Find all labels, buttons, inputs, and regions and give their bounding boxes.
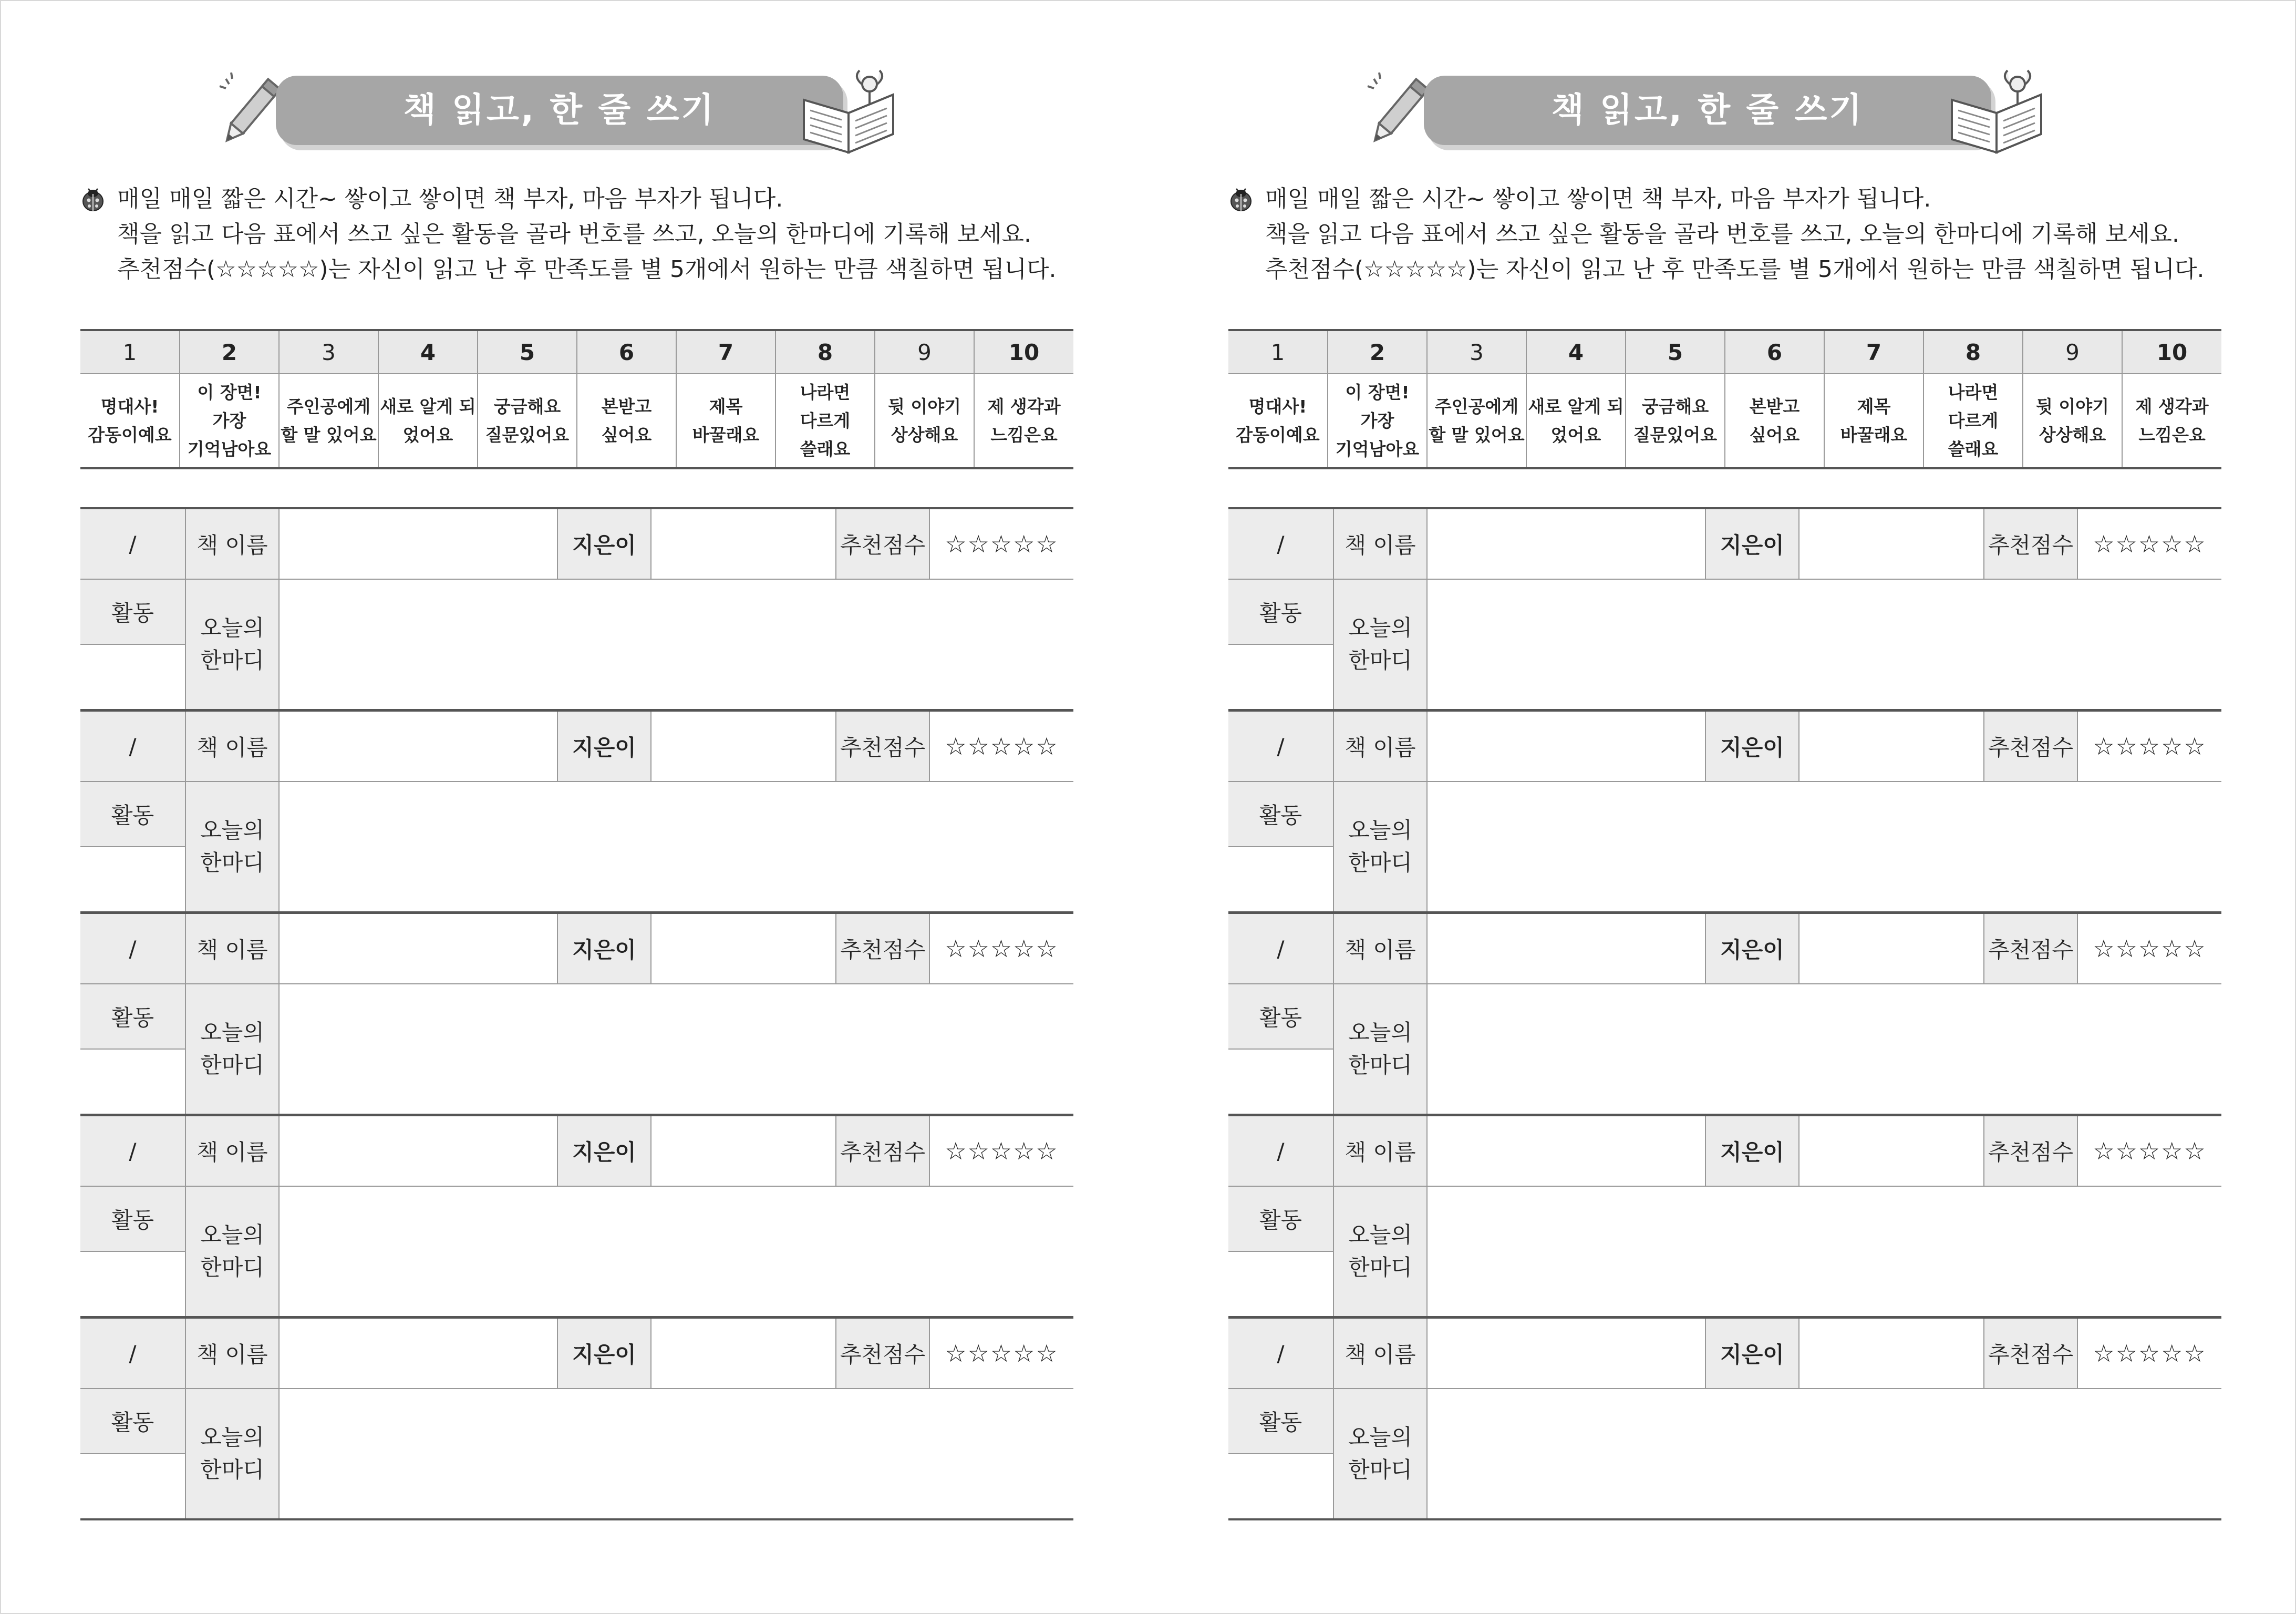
book-title-field[interactable] [279, 913, 557, 984]
activity-label: 활동 [80, 579, 185, 644]
activity-number-field[interactable] [1228, 1251, 1333, 1317]
comment-label: 오늘의 한마디 [1333, 1389, 1427, 1519]
reading-record [80, 1114, 1073, 1318]
author-field[interactable] [651, 508, 836, 579]
author-field[interactable] [651, 1318, 836, 1389]
comment-label: 오늘의 한마디 [1333, 984, 1427, 1115]
activity-label: 활동 [80, 1389, 185, 1454]
comment-field[interactable] [1427, 1186, 2221, 1317]
activity-number: 2 [1328, 330, 1427, 374]
author-field[interactable] [1799, 508, 1984, 579]
activity-number-field[interactable] [1228, 847, 1333, 912]
activity-label: 제목 바꿀래요 [1824, 374, 1923, 468]
author-label: 지은이 [557, 508, 651, 579]
activity-label: 주인공에게 할 말 있어요 [279, 374, 378, 468]
activity-label: 본받고 싶어요 [577, 374, 676, 468]
book-title-label: 책 이름 [1333, 913, 1427, 984]
activity-label: 뒷 이야기 상상해요 [2023, 374, 2122, 468]
activity-number: 8 [1923, 330, 2023, 374]
score-label: 추천점수 [1984, 1318, 2077, 1389]
activity-label: 활동 [1228, 1389, 1333, 1454]
book-title-field[interactable] [279, 1115, 557, 1186]
activity-number: 7 [1824, 330, 1923, 374]
score-label: 추천점수 [1984, 711, 2077, 782]
date-field[interactable]: / [1228, 1318, 1333, 1389]
author-field[interactable] [1799, 1318, 1984, 1389]
comment-label: 오늘의 한마디 [185, 984, 279, 1115]
page-right [1148, 0, 2296, 1614]
activity-label: 명대사! 감동이예요 [80, 374, 180, 468]
reading-record [80, 507, 1073, 711]
author-label: 지은이 [1705, 913, 1799, 984]
star-rating[interactable]: ☆☆☆☆☆ [2077, 508, 2221, 579]
reading-record [1228, 710, 2221, 913]
activity-label: 궁금해요 질문있어요 [1626, 374, 1725, 468]
star-rating[interactable]: ☆☆☆☆☆ [929, 1115, 1073, 1186]
author-field[interactable] [1799, 913, 1984, 984]
comment-field[interactable] [279, 1389, 1073, 1519]
instructions [1227, 181, 2205, 287]
activity-number: 10 [2122, 330, 2221, 374]
author-label: 지은이 [557, 913, 651, 984]
book-title-label: 책 이름 [185, 1318, 279, 1389]
score-label: 추천점수 [836, 1115, 929, 1186]
activity-label: 뒷 이야기 상상해요 [875, 374, 974, 468]
comment-label: 오늘의 한마디 [1333, 1186, 1427, 1317]
instruction-line: 매일 매일 짧은 시간~ 쌓이고 쌓이면 책 부자, 마음 부자가 됩니다. [117, 186, 783, 212]
score-label: 추천점수 [836, 711, 929, 782]
activity-number: 1 [80, 330, 180, 374]
comment-label: 오늘의 한마디 [185, 1389, 279, 1519]
activity-label: 활동 [80, 1186, 185, 1251]
comment-field[interactable] [279, 579, 1073, 710]
activity-label: 활동 [1228, 984, 1333, 1049]
activity-number-field[interactable] [80, 1049, 185, 1115]
activity-table [80, 329, 1073, 469]
score-label: 추천점수 [836, 1318, 929, 1389]
reading-record [80, 1317, 1073, 1520]
activity-number: 9 [2023, 330, 2122, 374]
comment-label: 오늘의 한마디 [1333, 782, 1427, 912]
date-field[interactable]: / [1228, 711, 1333, 782]
comment-label: 오늘의 한마디 [185, 1186, 279, 1317]
book-title-label: 책 이름 [185, 508, 279, 579]
date-field[interactable]: / [80, 711, 185, 782]
book-title-field[interactable] [1427, 913, 1705, 984]
book-title-label: 책 이름 [1333, 1115, 1427, 1186]
activity-label: 활동 [1228, 782, 1333, 847]
instruction-line: 추천점수(☆☆☆☆☆)는 자신이 읽고 난 후 만족도를 별 5개에서 원하는 만큼 색칠하면 됩니다. [117, 256, 1057, 283]
book-title-label: 책 이름 [185, 711, 279, 782]
page-title: 책 읽고, 한 줄 쓰기 [403, 91, 716, 130]
comment-field[interactable] [1427, 984, 2221, 1115]
activity-label: 궁금해요 질문있어요 [478, 374, 577, 468]
author-field[interactable] [651, 1115, 836, 1186]
book-title-label: 책 이름 [1333, 1318, 1427, 1389]
date-field[interactable]: / [1228, 1115, 1333, 1186]
star-rating[interactable]: ☆☆☆☆☆ [2077, 1318, 2221, 1389]
activity-number-field[interactable] [80, 1454, 185, 1519]
book-title-label: 책 이름 [1333, 508, 1427, 579]
activity-number: 4 [378, 330, 478, 374]
activity-number: 9 [875, 330, 974, 374]
instruction-line: 책을 읽고 다음 표에서 쓰고 싶은 활동을 골라 번호를 쓰고, 오늘의 한마디에 기록해 보세요. [117, 221, 1031, 248]
author-label: 지은이 [1705, 711, 1799, 782]
date-field[interactable]: / [80, 1115, 185, 1186]
instruction-line: 책을 읽고 다음 표에서 쓰고 싶은 활동을 골라 번호를 쓰고, 오늘의 한마디에 기록해 보세요. [1265, 221, 2179, 248]
comment-field[interactable] [279, 1186, 1073, 1317]
activity-number: 10 [974, 330, 1073, 374]
score-label: 추천점수 [836, 508, 929, 579]
book-title-field[interactable] [1427, 508, 1705, 579]
instruction-line: 매일 매일 짧은 시간~ 쌓이고 쌓이면 책 부자, 마음 부자가 됩니다. [1265, 186, 1931, 212]
reading-record [80, 912, 1073, 1116]
star-rating[interactable]: ☆☆☆☆☆ [929, 913, 1073, 984]
author-field[interactable] [651, 711, 836, 782]
score-label: 추천점수 [1984, 913, 2077, 984]
ladybug-icon [79, 184, 107, 223]
activity-label: 새로 알게 되 었어요 [378, 374, 478, 468]
star-rating[interactable]: ☆☆☆☆☆ [2077, 913, 2221, 984]
activity-label: 활동 [80, 984, 185, 1049]
date-field[interactable]: / [1228, 913, 1333, 984]
activity-label: 주인공에게 할 말 있어요 [1427, 374, 1526, 468]
activity-number: 1 [1228, 330, 1328, 374]
page-title: 책 읽고, 한 줄 쓰기 [1551, 91, 1864, 130]
activity-label: 이 장면! 가장 기억남아요 [1328, 374, 1427, 468]
author-label: 지은이 [1705, 1115, 1799, 1186]
activity-number: 4 [1526, 330, 1626, 374]
activity-label: 명대사! 감동이예요 [1228, 374, 1328, 468]
star-rating[interactable]: ☆☆☆☆☆ [2077, 711, 2221, 782]
book-title-label: 책 이름 [185, 913, 279, 984]
comment-field[interactable] [279, 782, 1073, 912]
activity-number: 5 [478, 330, 577, 374]
title-banner [215, 74, 893, 147]
book-title-field[interactable] [1427, 711, 1705, 782]
date-field[interactable]: / [1228, 508, 1333, 579]
comment-label: 오늘의 한마디 [185, 579, 279, 710]
activity-number: 3 [279, 330, 378, 374]
book-title-field[interactable] [279, 1318, 557, 1389]
activity-label: 새로 알게 되 었어요 [1526, 374, 1626, 468]
date-field[interactable]: / [80, 1318, 185, 1389]
activity-number-field[interactable] [1228, 644, 1333, 710]
activity-number: 8 [775, 330, 875, 374]
activity-number: 6 [577, 330, 676, 374]
activity-label: 활동 [1228, 1186, 1333, 1251]
activity-label: 활동 [1228, 579, 1333, 644]
activity-number-field[interactable] [1228, 1454, 1333, 1519]
author-label: 지은이 [557, 1318, 651, 1389]
book-title-field[interactable] [1427, 1115, 1705, 1186]
comment-field[interactable] [279, 984, 1073, 1115]
activity-number: 3 [1427, 330, 1526, 374]
comment-field[interactable] [1427, 782, 2221, 912]
score-label: 추천점수 [1984, 1115, 2077, 1186]
author-field[interactable] [1799, 711, 1984, 782]
activity-label: 본받고 싶어요 [1725, 374, 1824, 468]
title-banner [1363, 74, 2041, 147]
comment-label: 오늘의 한마디 [185, 782, 279, 912]
activity-number-field[interactable] [80, 1251, 185, 1317]
activity-number-field[interactable] [1228, 1049, 1333, 1115]
activity-label: 이 장면! 가장 기억남아요 [180, 374, 279, 468]
instruction-line: 추천점수(☆☆☆☆☆)는 자신이 읽고 난 후 만족도를 별 5개에서 원하는 만큼 색칠하면 됩니다. [1265, 256, 2205, 283]
score-label: 추천점수 [1984, 508, 2077, 579]
author-field[interactable] [651, 913, 836, 984]
book-title-field[interactable] [279, 711, 557, 782]
open-book-icon [1947, 63, 2046, 160]
author-field[interactable] [1799, 1115, 1984, 1186]
open-book-icon [799, 63, 898, 160]
date-field[interactable]: / [80, 913, 185, 984]
star-rating[interactable]: ☆☆☆☆☆ [2077, 1115, 2221, 1186]
activity-number: 5 [1626, 330, 1725, 374]
score-label: 추천점수 [836, 913, 929, 984]
date-field[interactable]: / [80, 508, 185, 579]
activity-number: 6 [1725, 330, 1824, 374]
comment-field[interactable] [1427, 1389, 2221, 1519]
activity-number: 7 [676, 330, 775, 374]
author-label: 지은이 [557, 711, 651, 782]
author-label: 지은이 [1705, 1318, 1799, 1389]
activity-table [1228, 329, 2221, 469]
reading-record [1228, 1114, 2221, 1318]
author-label: 지은이 [1705, 508, 1799, 579]
ladybug-icon [1227, 184, 1255, 223]
activity-label: 나라면 다르게 쓸래요 [1923, 374, 2023, 468]
reading-record [1228, 507, 2221, 711]
instructions [79, 181, 1057, 287]
star-rating[interactable]: ☆☆☆☆☆ [929, 1318, 1073, 1389]
star-rating[interactable]: ☆☆☆☆☆ [929, 508, 1073, 579]
reading-record [1228, 912, 2221, 1116]
activity-number: 2 [180, 330, 279, 374]
book-title-label: 책 이름 [185, 1115, 279, 1186]
activity-number-field[interactable] [80, 847, 185, 912]
reading-record [1228, 1317, 2221, 1520]
activity-label: 제목 바꿀래요 [676, 374, 775, 468]
book-title-field[interactable] [1427, 1318, 1705, 1389]
comment-label: 오늘의 한마디 [1333, 579, 1427, 710]
activity-label: 제 생각과 느낌은요 [2122, 374, 2221, 468]
activity-number-field[interactable] [80, 644, 185, 710]
star-rating[interactable]: ☆☆☆☆☆ [929, 711, 1073, 782]
comment-field[interactable] [1427, 579, 2221, 710]
reading-record [80, 710, 1073, 913]
activity-label: 활동 [80, 782, 185, 847]
activity-label: 나라면 다르게 쓸래요 [775, 374, 875, 468]
book-title-label: 책 이름 [1333, 711, 1427, 782]
author-label: 지은이 [557, 1115, 651, 1186]
activity-label: 제 생각과 느낌은요 [974, 374, 1073, 468]
book-title-field[interactable] [279, 508, 557, 579]
